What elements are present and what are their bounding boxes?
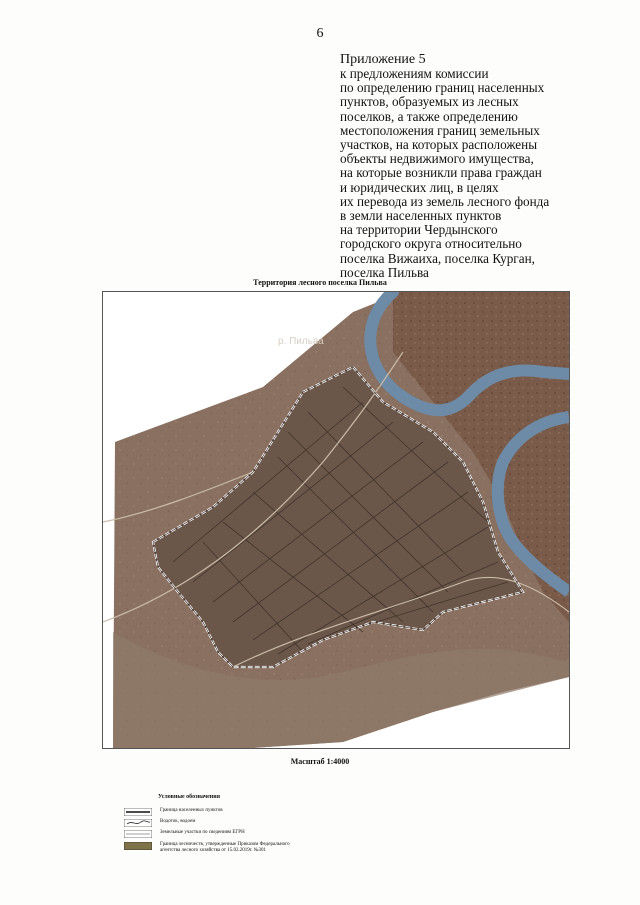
- legend-label-line: агентства лесного хозяйства от 15.02.2019г. №301: [160, 848, 266, 853]
- legend-label: Водоток, водоем: [160, 819, 196, 824]
- appendix-line: к предложениям комиссии: [340, 66, 489, 81]
- settlement-boundary-symbol-icon: [124, 808, 152, 816]
- forestry-boundary-symbol-icon: [124, 842, 152, 850]
- appendix-title: Приложение 5: [340, 52, 426, 67]
- appendix-line: на которые возникли права граждан: [340, 165, 542, 181]
- appendix-header: [340, 52, 630, 280]
- appendix-line: местоположения границ земельных: [340, 122, 540, 138]
- land-plots-symbol-icon: [124, 830, 152, 838]
- appendix-line: и юридических лиц, в целях: [340, 179, 499, 195]
- water-symbol-icon: [124, 819, 152, 827]
- map-scale: Масштаб 1:4000: [290, 757, 350, 766]
- appendix-line: их перевода из земель лесного фонда: [340, 193, 550, 209]
- appendix-line: городского округа относительно: [340, 236, 522, 252]
- legend-label: [160, 842, 290, 854]
- appendix-line: по определению границ населенных: [340, 80, 545, 96]
- appendix-line: в земли населенных пунктов: [340, 208, 502, 224]
- appendix-line: объекты недвижимого имущества,: [340, 151, 534, 167]
- legend-label: Земельные участки по сведениям ЕГРН: [160, 830, 245, 835]
- appendix-line: поселков, а также определению: [340, 108, 518, 124]
- appendix-line: поселка Вижаиха, поселка Курган,: [340, 250, 535, 266]
- legend-heading: Условные обозначения: [158, 794, 220, 800]
- map-frame: [102, 291, 570, 749]
- page-number: 6: [316, 26, 324, 41]
- appendix-line: на территории Чердынского: [340, 222, 498, 238]
- legend-label: Граница населенных пунктов: [160, 808, 223, 813]
- map-title: Территория лесного поселка Пильва: [253, 278, 387, 287]
- legend-label-line: Граница лесничеств, утвержденные Приказом Федерального: [160, 842, 290, 847]
- appendix-line: участков, на которых расположены: [340, 137, 538, 153]
- map-svg: [103, 292, 569, 748]
- river-label: р. Пильва: [278, 336, 324, 347]
- appendix-line: пунктов, образуемых из лесных: [340, 94, 519, 110]
- appendix-line: поселка Пильва: [340, 264, 429, 280]
